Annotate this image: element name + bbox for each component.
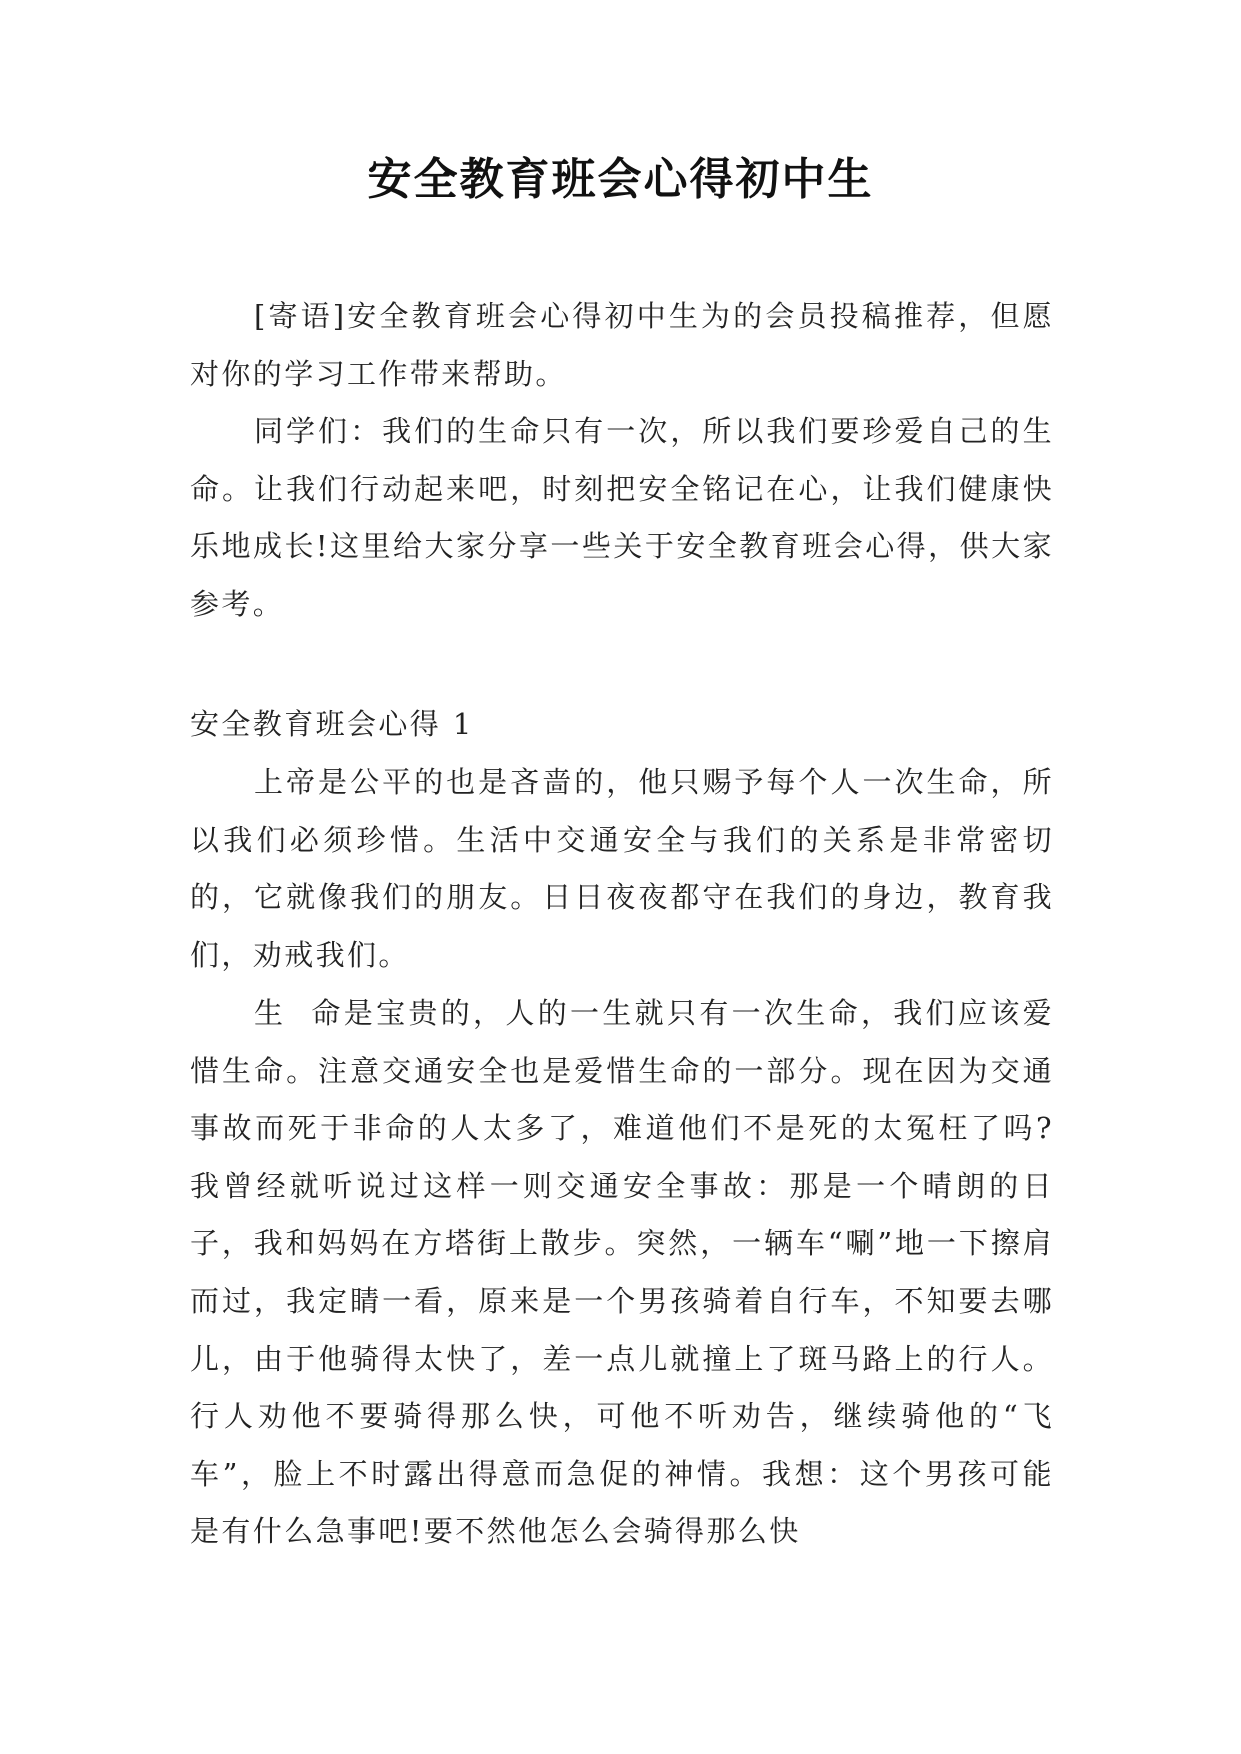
section-heading: 安全教育班会心得 1 bbox=[190, 707, 474, 741]
intro-paragraph: [寄语]安全教育班会心得初中生为的会员投稿推荐，但愿对你的学习工作带来帮助。 bbox=[190, 299, 1054, 391]
section-paragraph: 生 命是宝贵的，人的一生就只有一次生命，我们应该爱惜生命。注意交通安全也是爱惜生命的一部分。现在因为交通事故而死于非命的人太多了，难道他们不是死的太冤枉了吗?我曾经就听说过这样一则交通安全事故：那是一个晴朗的日子，我和妈妈在方塔街上散步。突然，一辆车“唰”地一下擦肩而过，我定睛一看，原来是一个男孩骑着自行车，不知要去哪儿，由于他骑得太快了，差一点儿就撞上了斑马路上的行人。行人劝他不要骑得那么快，可他不听劝告，继续骑他的“飞车”，脸上不时露出得意而急促的神情。我想：这个男孩可能是有什么急事吧!要不然他怎么会骑得那么快 bbox=[190, 996, 1054, 1549]
section-paragraph: 上帝是公平的也是吝啬的，他只赐予每个人一次生命，所以我们必须珍惜。生活中交通安全与我们的关系是非常密切的，它就像我们的朋友。日日夜夜都守在我们的身边，教育我们，劝戒我们。 bbox=[190, 765, 1054, 972]
greeting-paragraph: 同学们：我们的生命只有一次，所以我们要珍爱自己的生命。让我们行动起来吧，时刻把安全铭记在心，让我们健康快乐地成长!这里给大家分享一些关于安全教育班会心得，供大家参考。 bbox=[190, 414, 1054, 621]
document-title: 安全教育班会心得初中生 bbox=[367, 154, 874, 205]
